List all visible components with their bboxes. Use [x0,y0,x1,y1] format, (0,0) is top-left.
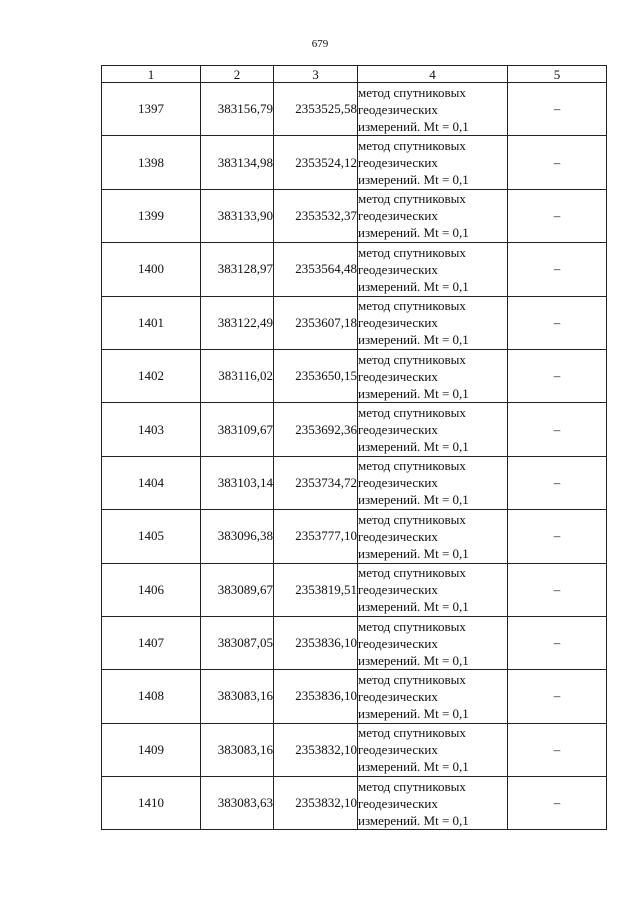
column-header-5: 5 [508,66,607,83]
table-row [102,670,607,723]
method-text-line: геодезических [358,475,438,491]
point-number-cell: 1402 [102,349,201,402]
method-text-line: измерений. Mt = 0,1 [358,332,469,348]
method-text-line: измерений. Mt = 0,1 [358,385,469,401]
x-coordinate-cell: 383122,49 [201,296,274,349]
y-coordinate-cell: 2353777,10 [274,510,358,563]
note-cell: – [508,136,607,189]
method-text-line: метод спутниковых [358,458,466,474]
y-coordinate-cell: 2353832,10 [274,777,358,830]
point-number-cell: 1403 [102,403,201,456]
method-text-line: геодезических [358,422,438,438]
table-row [102,349,607,402]
point-number-cell: 1408 [102,670,201,723]
method-text-line: измерений. Mt = 0,1 [358,225,469,241]
x-coordinate-cell: 383109,67 [201,403,274,456]
method-text-line: геодезических [358,742,438,758]
point-number-cell: 1400 [102,243,201,296]
table-row [102,189,607,242]
note-cell: – [508,456,607,509]
table-row [102,563,607,616]
note-cell: – [508,777,607,830]
method-text-line: метод спутниковых [358,351,466,367]
method-text-line: измерений. Mt = 0,1 [358,705,469,721]
y-coordinate-cell: 2353836,10 [274,616,358,669]
y-coordinate-cell: 2353650,15 [274,349,358,402]
method-text-line: метод спутниковых [358,138,466,154]
note-cell: – [508,563,607,616]
point-number-cell: 1406 [102,563,201,616]
y-coordinate-cell: 2353819,51 [274,563,358,616]
y-coordinate-cell: 2353532,37 [274,189,358,242]
method-text-line: измерений. Mt = 0,1 [358,759,469,775]
method-cell [358,777,508,830]
point-number-cell: 1404 [102,456,201,509]
table-row [102,403,607,456]
x-coordinate-cell: 383096,38 [201,510,274,563]
method-text-line: измерений. Mt = 0,1 [358,118,469,134]
method-text-line: измерений. Mt = 0,1 [358,652,469,668]
x-coordinate-cell: 383087,05 [201,616,274,669]
column-header-4: 4 [358,66,508,83]
x-coordinate-cell: 383103,14 [201,456,274,509]
point-number-cell: 1407 [102,616,201,669]
column-header-2: 2 [201,66,274,83]
note-cell: – [508,83,607,136]
method-cell [358,189,508,242]
point-number-cell: 1409 [102,723,201,776]
note-cell: – [508,616,607,669]
method-text-line: измерений. Mt = 0,1 [358,172,469,188]
table-row [102,777,607,830]
note-cell: – [508,670,607,723]
table-row [102,456,607,509]
page-number: 679 [311,38,329,50]
method-text-line: геодезических [358,368,438,384]
y-coordinate-cell: 2353607,18 [274,296,358,349]
note-cell: – [508,296,607,349]
x-coordinate-cell: 383128,97 [201,243,274,296]
x-coordinate-cell: 383133,90 [201,189,274,242]
method-cell [358,83,508,136]
method-text-line: метод спутниковых [358,84,466,100]
column-header-3: 3 [274,66,358,83]
method-cell [358,616,508,669]
note-cell: – [508,723,607,776]
method-text-line: геодезических [358,795,438,811]
method-text-line: метод спутниковых [358,298,466,314]
coordinates-table [101,65,607,830]
method-text-line: метод спутниковых [358,778,466,794]
note-cell: – [508,403,607,456]
method-cell [358,349,508,402]
y-coordinate-cell: 2353524,12 [274,136,358,189]
y-coordinate-cell: 2353525,58 [274,83,358,136]
method-text-line: геодезических [358,582,438,598]
point-number-cell: 1401 [102,296,201,349]
method-text-line: геодезических [358,208,438,224]
y-coordinate-cell: 2353832,10 [274,723,358,776]
method-text-line: измерений. Mt = 0,1 [358,812,469,828]
note-cell: – [508,189,607,242]
method-text-line: геодезических [358,635,438,651]
method-cell [358,136,508,189]
y-coordinate-cell: 2353692,36 [274,403,358,456]
method-cell [358,403,508,456]
method-text-line: метод спутниковых [358,671,466,687]
x-coordinate-cell: 383083,16 [201,723,274,776]
table-row [102,510,607,563]
x-coordinate-cell: 383116,02 [201,349,274,402]
method-text-line: метод спутниковых [358,565,466,581]
method-cell [358,296,508,349]
point-number-cell: 1405 [102,510,201,563]
point-number-cell: 1399 [102,189,201,242]
note-cell: – [508,349,607,402]
y-coordinate-cell: 2353564,48 [274,243,358,296]
x-coordinate-cell: 383156,79 [201,83,274,136]
x-coordinate-cell: 383083,16 [201,670,274,723]
table-row [102,136,607,189]
method-text-line: метод спутниковых [358,405,466,421]
method-cell [358,723,508,776]
method-cell [358,243,508,296]
method-text-line: геодезических [358,155,438,171]
method-text-line: метод спутниковых [358,618,466,634]
method-text-line: измерений. Mt = 0,1 [358,599,469,615]
method-cell [358,563,508,616]
method-text-line: метод спутниковых [358,191,466,207]
method-text-line: геодезических [358,261,438,277]
point-number-cell: 1398 [102,136,201,189]
y-coordinate-cell: 2353734,72 [274,456,358,509]
method-text-line: геодезических [358,315,438,331]
x-coordinate-cell: 383134,98 [201,136,274,189]
method-text-line: измерений. Mt = 0,1 [358,492,469,508]
method-text-line: метод спутниковых [358,511,466,527]
method-text-line: измерений. Mt = 0,1 [358,439,469,455]
note-cell: – [508,243,607,296]
x-coordinate-cell: 383083,63 [201,777,274,830]
y-coordinate-cell: 2353836,10 [274,670,358,723]
method-text-line: измерений. Mt = 0,1 [358,545,469,561]
method-text-line: метод спутниковых [358,244,466,260]
table-row [102,616,607,669]
method-text-line: геодезических [358,688,438,704]
table-body [102,83,607,830]
method-cell [358,510,508,563]
method-text-line: геодезических [358,528,438,544]
note-cell: – [508,510,607,563]
table-row [102,83,607,136]
point-number-cell: 1397 [102,83,201,136]
table-row [102,723,607,776]
method-text-line: метод спутниковых [358,725,466,741]
point-number-cell: 1410 [102,777,201,830]
table-header-row [102,66,607,83]
x-coordinate-cell: 383089,67 [201,563,274,616]
method-cell [358,670,508,723]
column-header-1: 1 [102,66,201,83]
method-text-line: измерений. Mt = 0,1 [358,278,469,294]
method-text-line: геодезических [358,101,438,117]
table-row [102,243,607,296]
table-row [102,296,607,349]
method-cell [358,456,508,509]
